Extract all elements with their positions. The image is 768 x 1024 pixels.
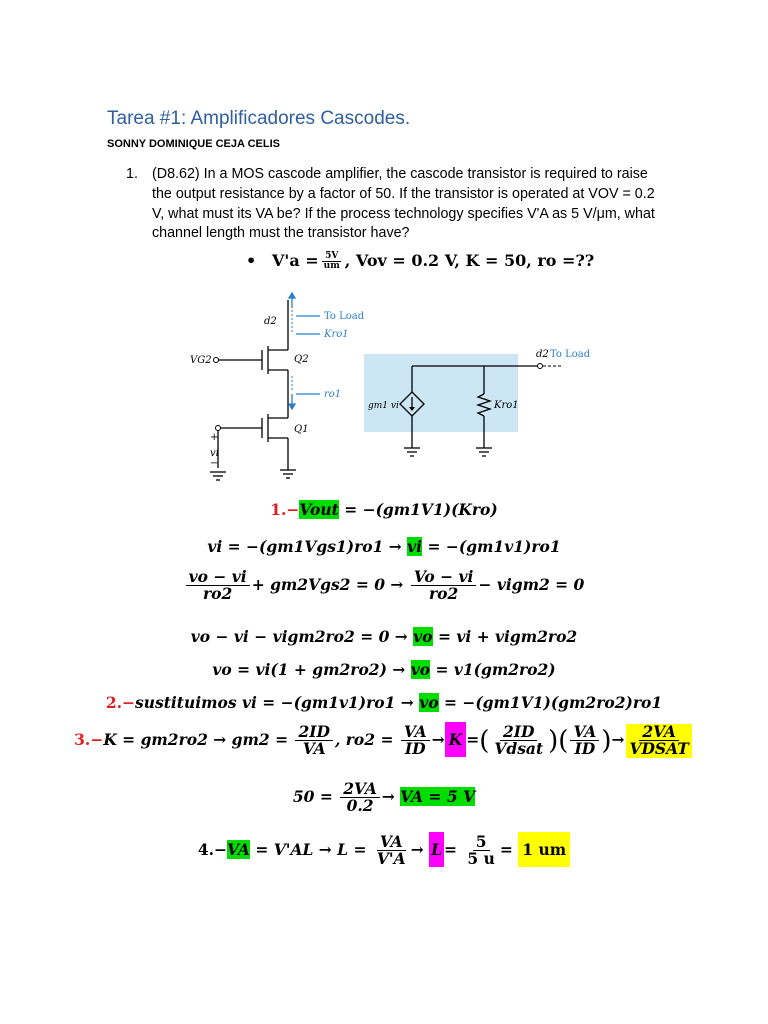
fig1-plus-label: +	[210, 432, 219, 443]
step-3-label: 3.−	[74, 729, 104, 749]
given-rest: , Vov = 0.2 V, K = 50, ro =??	[344, 251, 595, 270]
given-values	[246, 251, 594, 271]
author-name: SONNY DOMINIQUE CEJA CELIS	[107, 138, 280, 150]
fig2-d2-label: d2	[536, 349, 549, 360]
fig1-q2-label: Q2	[294, 354, 309, 365]
l-result-highlight: 1 um	[518, 832, 570, 867]
ratio-highlight: $\frac{2VA}{\text{VDSAT}}$	[626, 724, 691, 758]
fig1-to-load-label: To Load	[324, 311, 365, 322]
fig1-d2-label: d2	[264, 316, 277, 327]
fig2-to-load-label: To Load	[550, 349, 591, 360]
step-1: 1.−Vout = −(gm1V1)(Kro)	[270, 500, 498, 519]
fig2-kro1-label: Kro1	[494, 400, 519, 411]
step-4: 4.−VA = V'AL → L = $\frac{VA}{V'A}$ → L = $\frac{5}{5 u}$ = 1 um	[0, 834, 768, 868]
step-2: 2.−sustituimos vi = −(gm1v1)ro1 → vo = −(gm1V1)(gm2ro2)ro1	[105, 693, 663, 712]
fig1-vi-label: vi	[210, 448, 219, 459]
eq-vi: vi = −(gm1Vgs1)ro1 → vi = −(gm1v1)ro1	[207, 537, 561, 556]
eq-vo-1: vo − vi − vigm2ro2 = 0 → vo = vi + vigm2ro2	[190, 627, 578, 646]
problem-text: (D8.62) In a MOS cascode amplifier, the cascode transistor is required to raise the output resistance by a factor of 50. If the transistor is operated at VOV = 0.2 V, what must its VA be? If the process technology specifies V'A as 5 V/μm, what channel length must the transistor have?	[152, 166, 655, 242]
cascode-schematic	[190, 290, 380, 500]
eq-vo-2: vo = vi(1 + gm2ro2) → vo = v1(gm2ro2)	[212, 660, 556, 679]
bullet-dot: •	[246, 251, 257, 270]
fig2-source-label: gm1 vi	[368, 401, 399, 411]
vout-highlight: Vout	[299, 500, 339, 519]
eq-node: $\frac{vo - vi}{ro2}$ + gm2Vgs2 = 0 → $\frac{Vo - vi}{ro2}$ − vigm2 = 0	[0, 569, 768, 603]
k-highlight: K	[445, 722, 466, 757]
fig1-ro1-label: ro1	[324, 389, 342, 400]
fig1-minus-label: −	[210, 458, 219, 469]
l-highlight: L	[429, 832, 444, 867]
fig1-q1-label: Q1	[294, 424, 309, 435]
eq-va: 50 = $\frac{2VA}{0.2}$ → VA = 5 V	[292, 779, 476, 816]
fig1-kro1-label: Kro1	[324, 329, 349, 340]
step-2-label: 2.−	[105, 693, 136, 712]
step-1-label: 1.−	[270, 500, 300, 519]
va-result-highlight: VA = 5 V	[400, 786, 476, 806]
fig1-vg2-label: VG2	[190, 355, 212, 366]
document-title: Tarea #1: Amplificadores Cascodes.	[107, 108, 411, 129]
step-3: 3.−K = gm2ro2 → gm2 = $\frac{2ID}{VA}$ , ro2 = $\frac{VA}{ID}$ → K =( $\frac{2ID}{\text{Vdsat}}$ )( $\frac{VA}{ID}$ )→ $\frac{2VA}{\text{VDSAT}}$	[0, 724, 768, 758]
problem-number: 1.	[126, 166, 138, 182]
given-fraction: $\frac{5V}{um}$	[323, 250, 340, 271]
equivalent-circuit	[362, 340, 592, 470]
step-4-label: 4.−	[197, 839, 228, 859]
given-lhs: V'a =	[272, 251, 319, 270]
